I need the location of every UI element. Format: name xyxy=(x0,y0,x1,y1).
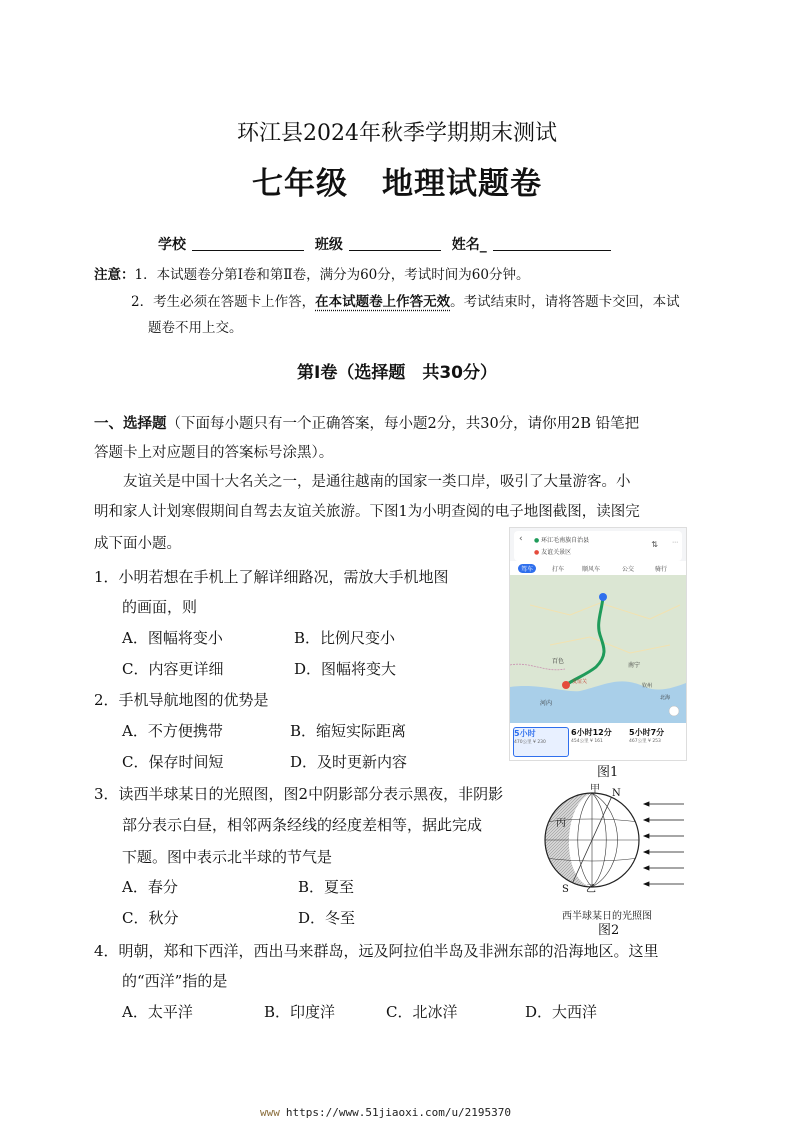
section-heading: 一、选择题（下面每小题只有一个正确答案，每小题2分，共30分，请你用2B 铅笔把 xyxy=(94,416,640,432)
q2-option-a[interactable]: A．不方便携带 xyxy=(122,722,223,740)
q3-option-a[interactable]: A．春分 xyxy=(122,878,178,896)
q2-option-c[interactable]: C．保存时间短 xyxy=(122,753,224,771)
route-to: ● 友谊关景区 xyxy=(534,549,572,556)
footer-watermark xyxy=(260,1106,511,1119)
route-options xyxy=(510,723,686,760)
q4-option-a[interactable]: A．太平洋 xyxy=(122,1003,193,1021)
section-title: 第Ⅰ卷（选择题 共30分） xyxy=(297,363,497,383)
exam-title: 环江县2024年秋季学期期末测试 xyxy=(237,121,557,146)
question-4-stem: 4．明朝，郑和下西洋，西出马来群岛，远及阿拉伯半岛及非洲东部的沿海地区。这里 xyxy=(94,942,659,960)
route-from: ● 环江毛南族自治县 xyxy=(534,537,590,544)
emphasis-no-answer-on-paper: 在本试题卷上作答无效 xyxy=(315,294,451,310)
q1-option-c[interactable]: C．内容更详细 xyxy=(122,660,224,678)
passage-line-3: 成下面小题。 xyxy=(94,536,181,552)
passage-line-2: 明和家人计划寒假期间自驾去友谊关旅游。下图1为小明查阅的电子地图截图，读图完 xyxy=(94,504,640,520)
label-yi: 乙 xyxy=(586,884,596,895)
label-hanoi: 河内 xyxy=(540,700,553,707)
tab-drive: 驾车 xyxy=(518,564,536,573)
tab-bike: 骑行 xyxy=(655,566,668,573)
note-line-3: 题卷不用上交。 xyxy=(148,320,243,336)
label-nanning: 南宁 xyxy=(628,662,641,669)
question-1-stem: 1．小明若想在手机上了解详细路况，需放大手机地图 xyxy=(94,568,449,586)
q3-option-b[interactable]: B．夏至 xyxy=(298,878,355,896)
q2-option-b[interactable]: B．缩短实际距离 xyxy=(290,722,407,740)
locate-icon xyxy=(669,706,679,716)
route-card-3: 5小时7分 467公里 ¥ 253 xyxy=(629,728,665,744)
passage-line-1: 友谊关是中国十大名关之一，是通往越南的国家一类口岸，吸引了大量游客。小 xyxy=(123,474,631,490)
end-marker xyxy=(562,681,570,689)
question-3-stem-3: 下题。图中表示北半球的节气是 xyxy=(122,848,333,866)
question-1-stem-2: 的画面，则 xyxy=(122,598,198,616)
class-label: 班级 xyxy=(314,237,343,253)
label-beihai: 北海 xyxy=(660,695,671,701)
figure-2-title: 西半球某日的光照图 xyxy=(562,911,652,922)
swap-icon: ⇅ xyxy=(651,540,658,549)
figure-1-map-screenshot xyxy=(509,527,687,761)
q4-option-b[interactable]: B．印度洋 xyxy=(264,1003,336,1021)
label-s: S xyxy=(562,884,569,895)
q1-option-b[interactable]: B．比例尺变小 xyxy=(294,629,396,647)
label-n: N xyxy=(612,788,621,799)
label-qinzhou: 钦州 xyxy=(642,683,653,689)
label-bing: 丙 xyxy=(556,818,566,829)
q4-option-d[interactable]: D．大西洋 xyxy=(525,1003,598,1021)
student-info-line xyxy=(158,234,617,254)
name-label: 姓名_ xyxy=(451,237,487,253)
figure-1-caption: 图1 xyxy=(597,765,619,780)
figure-2-illumination-diagram xyxy=(538,782,688,906)
tab-carpool: 顺风车 xyxy=(582,566,601,573)
q1-option-a[interactable]: A．图幅将变小 xyxy=(122,629,223,647)
grade-label: 七年级 xyxy=(252,166,348,202)
note-line-1: 注意：1．本试题卷分第Ⅰ卷和第Ⅱ卷，满分为60分，考试时间为60分钟。 xyxy=(94,267,530,283)
q1-option-d[interactable]: D．图幅将变大 xyxy=(294,660,397,678)
tab-bus: 公交 xyxy=(622,566,635,573)
note-line-2: 2．考生必须在答题卡上作答，在本试题卷上作答无效。考试结束时，请将答题卡交回，本试 xyxy=(131,294,680,310)
school-label: 学校 xyxy=(158,237,186,253)
route-card-1: 5小时 470公里 ¥ 230 xyxy=(513,727,569,757)
class-blank[interactable] xyxy=(349,236,441,251)
question-2-stem: 2．手机导航地图的优势是 xyxy=(94,691,269,709)
back-icon: ‹ xyxy=(519,534,523,544)
note-label: 注意： xyxy=(94,267,135,283)
travel-mode-tabs xyxy=(510,561,686,575)
section-heading-line2: 答题卡上对应题目的答案标号涂黑）。 xyxy=(94,445,334,461)
q2-option-d[interactable]: D．及时更新内容 xyxy=(290,753,408,771)
sunlight-arrows xyxy=(644,802,684,886)
start-marker xyxy=(599,593,607,601)
footer-url[interactable]: https://www.51jiaoxi.com/u/2195370 xyxy=(285,1106,512,1119)
label-baise: 百色 xyxy=(552,658,565,665)
route-search-box xyxy=(514,531,682,561)
route-card-2: 6小时12分 454公里 ¥ 161 xyxy=(571,728,612,744)
question-3-stem: 3．读西半球某日的光照图，图2中阴影部分表示黑夜，非阴影 xyxy=(94,785,504,803)
route-map xyxy=(510,575,686,723)
more-icon: ⋯ xyxy=(672,539,678,546)
school-blank[interactable] xyxy=(192,236,304,251)
label-jia: 甲 xyxy=(590,784,600,795)
tab-taxi: 打车 xyxy=(552,566,565,573)
q3-option-d[interactable]: D．冬至 xyxy=(298,909,356,927)
name-blank[interactable] xyxy=(493,236,611,251)
q3-option-c[interactable]: C．秋分 xyxy=(122,909,179,927)
watermark-logo: www xyxy=(260,1106,280,1119)
subject-label: 地理试题卷 xyxy=(382,166,542,202)
question-4-stem-2: 的“西洋”指的是 xyxy=(122,972,228,990)
exam-subtitle xyxy=(0,158,794,203)
question-3-stem-2: 部分表示白昼，相邻两条经线的经度差相等，据此完成 xyxy=(122,816,483,834)
q4-option-c[interactable]: C．北冰洋 xyxy=(386,1003,458,1021)
label-youyiguan: 友谊关 xyxy=(572,679,588,685)
figure-2-caption: 图2 xyxy=(598,923,620,938)
